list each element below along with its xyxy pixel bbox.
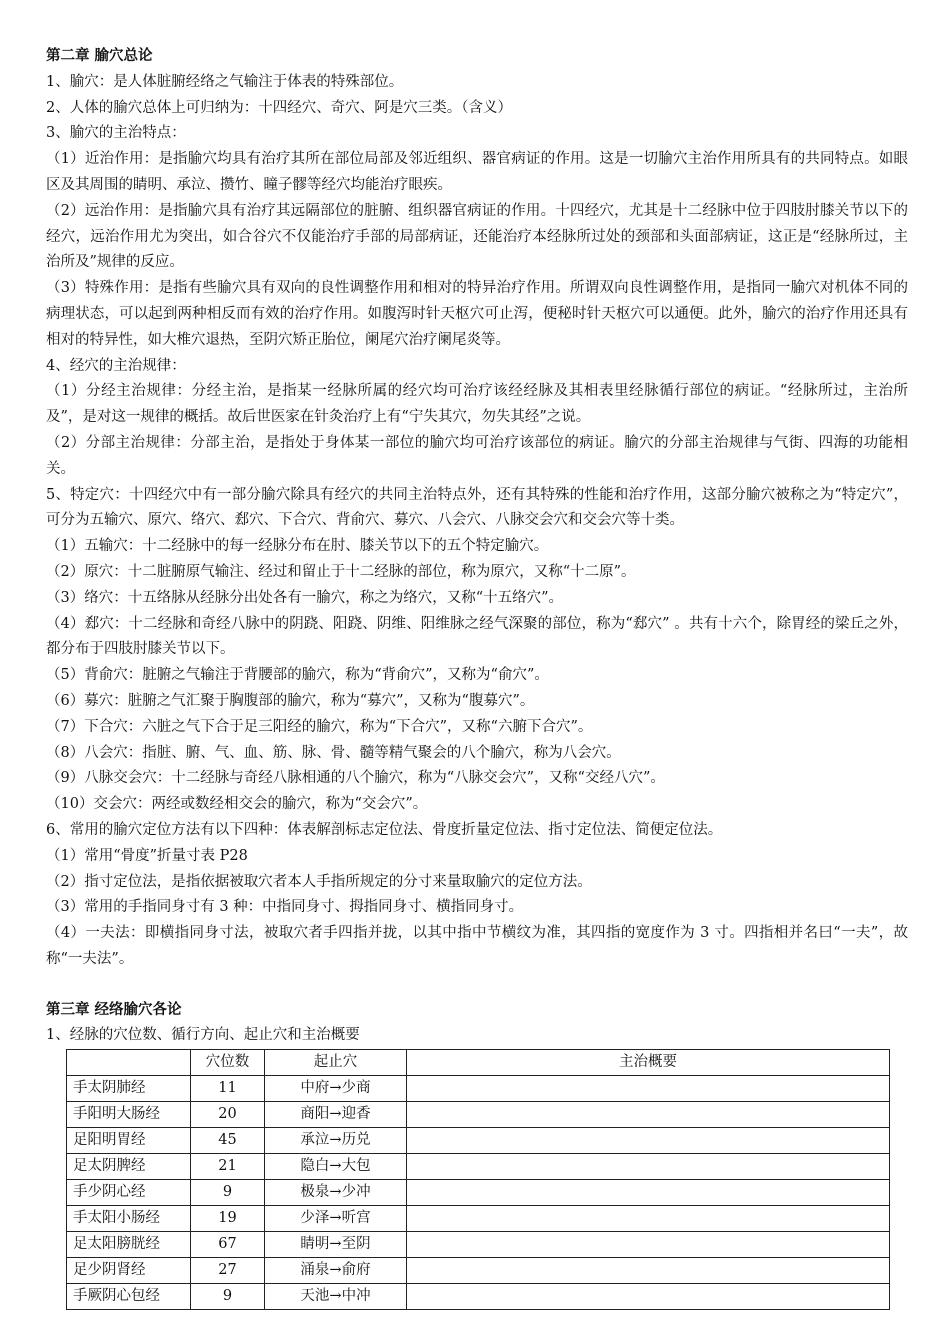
paragraph: 2、人体的腧穴总体上可归纳为：十四经穴、奇穴、阿是穴三类。（含义） <box>46 99 512 116</box>
cell-indications <box>407 1102 890 1128</box>
cell-point-count: 9 <box>191 1180 265 1206</box>
cell-start-end: 商阳→迎香 <box>265 1102 407 1128</box>
table-row <box>67 1076 890 1102</box>
cell-indications <box>407 1284 890 1310</box>
paragraph: （4）一夫法：即横指同身寸法，被取穴者手四指并拢，以其中指中节横纹为准，其四指的宽度作为 3 寸。四指相并名曰“一夫”，故称“一夫法”。 <box>46 925 908 967</box>
paragraph: （7）下合穴：六脏之气下合于足三阳经的腧穴，称为“下合穴”，又称“六腑下合穴”。 <box>46 718 593 735</box>
paragraph: （2）分部主治规律：分部主治，是指处于身体某一部位的腧穴均可治疗该部位的病证。腧穴的分部主治规律与气街、四海的功能相关。 <box>46 434 908 477</box>
cell-start-end: 天池→中冲 <box>265 1284 407 1310</box>
header-start-end: 起止穴 <box>265 1050 407 1076</box>
cell-meridian: 足太阴脾经 <box>67 1154 191 1180</box>
cell-start-end: 睛明→至阴 <box>265 1232 407 1258</box>
cell-point-count: 20 <box>191 1102 265 1128</box>
paragraph: （6）募穴：脏腑之气汇聚于胸腹部的腧穴，称为“募穴”，又称为“腹募穴”。 <box>46 692 535 709</box>
cell-indications <box>407 1258 890 1284</box>
paragraph: （1）分经主治规律：分经主治，是指某一经脉所属的经穴均可治疗该经经脉及其相表里经脉循行部位的病证。“经脉所过，主治所及”，是对这一规律的概括。故后世医家在针灸治疗上有“宁失其穴，勿失其经”之说。 <box>46 383 908 426</box>
cell-meridian: 手太阳小肠经 <box>67 1206 191 1232</box>
header-point-count: 穴位数 <box>191 1050 265 1076</box>
paragraph: （5）背俞穴：脏腑之气输注于背腰部的腧穴，称为“背俞穴”，又称为“俞穴”。 <box>46 667 549 684</box>
paragraph: （3）特殊作用：是指有些腧穴具有双向的良性调整作用和相对的特异治疗作用。所谓双向良性调整作用，是指同一腧穴对机体不同的病理状态，可以起到两种相反而有效的治疗作用。如腹泻时针天枢穴可止泻，便秘时针天枢穴可以通便。此外，腧穴的治疗作用还具有相对的特异性，如大椎穴退热，至阴穴矫正胎位，阑尾穴治疗阑尾炎等。 <box>46 280 908 348</box>
paragraph: 6、常用的腧穴定位方法有以下四种：体表解剖标志定位法、骨度折量定位法、指寸定位法、简便定位法。 <box>46 821 723 838</box>
chapter2-title: 第二章 腧穴总论 <box>46 48 153 64</box>
cell-meridian: 足太阳膀胱经 <box>67 1232 191 1258</box>
cell-point-count: 11 <box>191 1076 265 1102</box>
cell-indications <box>407 1180 890 1206</box>
table-row <box>67 1258 890 1284</box>
cell-indications <box>407 1206 890 1232</box>
paragraph: （2）指寸定位法，是指依据被取穴者本人手指所规定的分寸来量取腧穴的定位方法。 <box>46 873 592 890</box>
cell-indications <box>407 1232 890 1258</box>
table-row <box>67 1154 890 1180</box>
chapter3-title: 第三章 经络腧穴各论 <box>46 1001 182 1018</box>
section-gap <box>46 973 908 998</box>
table-header-row <box>67 1050 890 1076</box>
cell-meridian: 手少阴心经 <box>67 1180 191 1206</box>
cell-start-end: 承泣→历兑 <box>265 1128 407 1154</box>
paragraph: （1）五输穴：十二经脉中的每一经脉分布在肘、膝关节以下的五个特定腧穴。 <box>46 538 549 555</box>
paragraph: 3、腧穴的主治特点： <box>46 125 186 142</box>
paragraph: （9）八脉交会穴：十二经脉与奇经八脉相通的八个腧穴，称为“八脉交会穴”，又称“交经八穴”。 <box>46 770 665 787</box>
paragraph: （4）郄穴：十二经脉和奇经八脉中的阴跷、阳跷、阴维、阳维脉之经气深聚的部位，称为“郄穴” 。共有十六个，除胃经的梁丘之外，都分布于四肢肘膝关节以下。 <box>46 615 908 658</box>
cell-meridian: 手厥阴心包经 <box>67 1284 191 1310</box>
table-row <box>67 1284 890 1310</box>
cell-point-count: 21 <box>191 1154 265 1180</box>
cell-meridian: 手太阴肺经 <box>67 1076 191 1102</box>
cell-indications <box>407 1076 890 1102</box>
header-indications: 主治概要 <box>407 1050 890 1076</box>
cell-indications <box>407 1154 890 1180</box>
cell-start-end: 极泉→少冲 <box>265 1180 407 1206</box>
paragraph: 5、特定穴：十四经穴中有一部分腧穴除具有经穴的共同主治特点外，还有其特殊的性能和治疗作用，这部分腧穴被称之为“特定穴”，可分为五输穴、原穴、络穴、郄穴、下合穴、背俞穴、募穴、八会穴、八脉交会穴和交会穴等十类。 <box>46 486 908 529</box>
paragraph: （1）近治作用：是指腧穴均具有治疗其所在部位局部及邻近组织、器官病证的作用。这是一切腧穴主治作用所具有的共同特点。如眼区及其周围的睛明、承泣、攒竹、瞳子髎等经穴均能治疗眼疾。 <box>46 151 908 193</box>
meridian-table <box>66 1049 890 1310</box>
cell-indications <box>407 1128 890 1154</box>
cell-start-end: 少泽→听宫 <box>265 1206 407 1232</box>
cell-point-count: 19 <box>191 1206 265 1232</box>
cell-meridian: 足阳明胃经 <box>67 1128 191 1154</box>
table-row <box>67 1128 890 1154</box>
cell-meridian: 足少阴肾经 <box>67 1258 191 1284</box>
cell-start-end: 隐白→大包 <box>265 1154 407 1180</box>
paragraph: （10）交会穴：两经或数经相交会的腧穴，称为“交会穴”。 <box>46 796 428 813</box>
cell-point-count: 9 <box>191 1284 265 1310</box>
paragraph: 4、经穴的主治规律： <box>46 357 186 374</box>
cell-start-end: 中府→少商 <box>265 1076 407 1102</box>
table-row <box>67 1206 890 1232</box>
cell-meridian: 手阳明大肠经 <box>67 1102 191 1128</box>
table-row <box>67 1180 890 1206</box>
document-page <box>46 44 908 1310</box>
chapter2-body <box>46 70 908 973</box>
paragraph: 1、腧穴：是人体脏腑经络之气输注于体表的特殊部位。 <box>46 73 404 90</box>
cell-start-end: 涌泉→俞府 <box>265 1258 407 1284</box>
header-meridian <box>67 1050 191 1076</box>
chapter3-intro: 1、经脉的穴位数、循行方向、起止穴和主治概要 <box>46 1027 360 1044</box>
paragraph: （3）常用的手指同身寸有 3 种：中指同身寸、拇指同身寸、横指同身寸。 <box>46 899 524 916</box>
paragraph: （8）八会穴：指脏、腑、气、血、筋、脉、骨、髓等精气聚会的八个腧穴，称为八会穴。 <box>46 744 621 761</box>
table-row <box>67 1232 890 1258</box>
paragraph: （1）常用“骨度”折量寸表 P28 <box>46 847 248 864</box>
paragraph: （2）原穴：十二脏腑原气输注、经过和留止于十二经脉的部位，称为原穴，又称“十二原”。 <box>46 563 636 580</box>
cell-point-count: 67 <box>191 1232 265 1258</box>
table-row <box>67 1102 890 1128</box>
cell-point-count: 45 <box>191 1128 265 1154</box>
cell-point-count: 27 <box>191 1258 265 1284</box>
paragraph: （2）远治作用：是指腧穴具有治疗其远隔部位的脏腑、组织器官病证的作用。十四经穴，尤其是十二经脉中位于四肢肘膝关节以下的经穴，远治作用尤为突出，如合谷穴不仅能治疗手部的局部病证，还能治疗本经脉所过处的颈部和头面部病证，这正是“经脉所过，主治所及”规律的反应。 <box>46 202 908 271</box>
table-body <box>67 1076 890 1310</box>
paragraph: （3）络穴：十五络脉从经脉分出处各有一腧穴，称之为络穴，又称“十五络穴”。 <box>46 589 564 606</box>
